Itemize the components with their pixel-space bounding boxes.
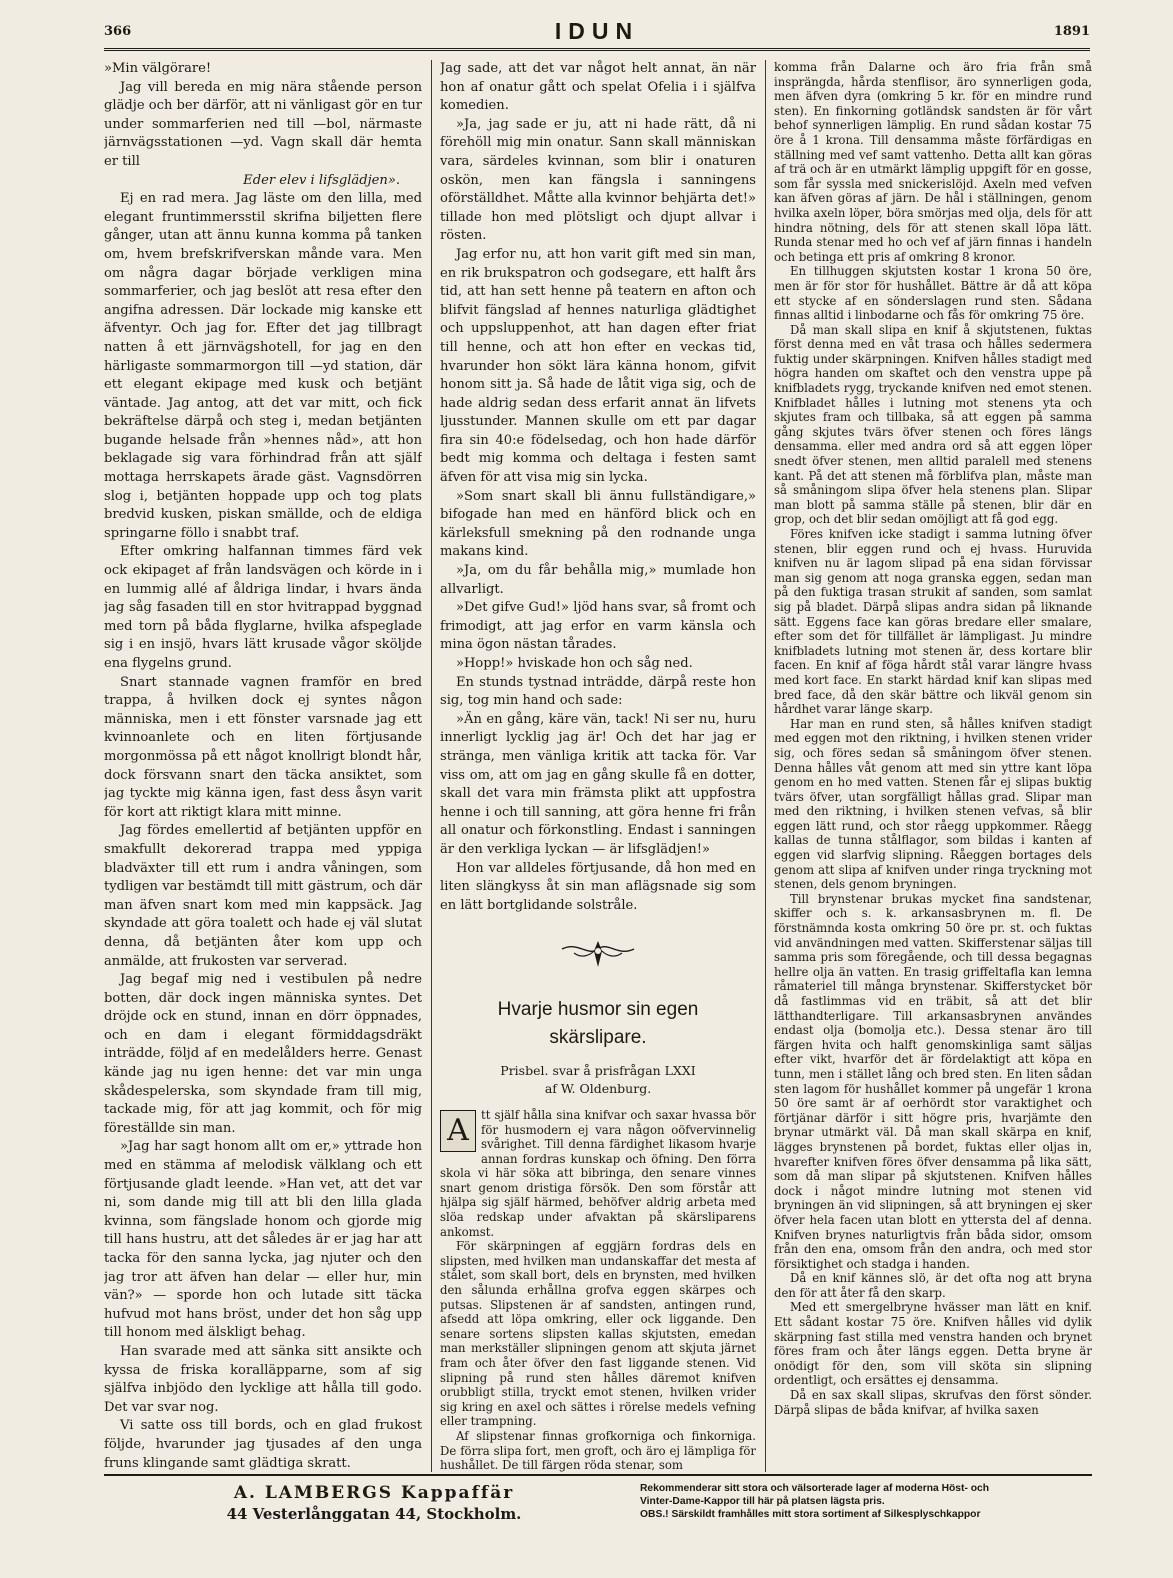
story-paragraph: Vi satte oss till bords, och en glad frukost följde, hvarunder jag tjusades af den unga fruns klingande samt glädtiga skratt.	[104, 1418, 422, 1471]
story-paragraph: En stunds tystnad inträdde, därpå reste hon sig, tog min hand och sade:	[440, 674, 756, 709]
article-paragraph: Har man en rund sten, så hålles knifven stadigt med eggen mot den riktning, i hvilken stenen vrider sig, och föres sedan så småningom öfver stenen. Denna hålles våt genom att med sin yttre kant löpa genom en ho med vatten. Stenen får ej slipas buktig tvärs öfver, utan sorgfälligt hållas grad. Slipar man med den riktning, i hvilken stenen vefvas, så blir eggen lätt rund, och stor råegg uppkommer. Råegg kallas de tunna stålflagor, som bildas i kanten af eggen vid slarfvig slipning. Råeggen bortages dels genom att slipa af knifven under ringa tryckning mot stenen, dels genom bryningen.	[774, 716, 1092, 892]
article-title-line: skärslipare.	[549, 1026, 647, 1048]
article-paragraph: En tillhuggen skjutsten kostar 1 krona 50 öre, men är för stor för hushållet. Bättre är då att köpa ett stycke af en sönderslagen rund sten. Sådana finnas alltid i linbodarne och fås för omkring 75 öre.	[774, 264, 1092, 323]
article-paragraph: Föres knifven icke stadigt i samma lutning öfver stenen, blir eggen rund och ej hvass. Huruvida knifven nu är lagom slipad på ena sidan förvissar man sig genom att noga granska eggen, sedan man på den fuktiga trasan strukit af sanden, som samlat sig på bladet. Därpå slipas andra sidan på liknande sätt. Eggens face kan göras bredare eller smalare, efter som det för tillfället är lämpligast. Ju mindre knifbladets lutning mot stenen är, dess kortare blir facen. En knif af föga hårdt stål varar längre hvass med kort face. En starkt härdad knif kan slipas med bred face, då den skär bättre och likväl genom sin hårdhet varar länge skarp.	[774, 527, 1092, 717]
masthead-title: IDUN	[554, 18, 640, 44]
article-paragraph: komma från Dalarne och äro fria från små insprängda, hårda stenflisor, äro synnerligen goda, men äfven dyra (omkring 5 kr. för en mindre rund sten). En finkorning gotländsk sandsten är för vårt behof synnerligen lämplig. En rund sådan kostar 75 öre å 1 krona. Till densamma måste förfärdigas en ställning med vef samt vattenho. Detta allt kan göras af trä och är en utmärkt lämplig uppgift för en gosse, som får syssla med snickerislöjd. Axeln med vefven kan äfven göras af järn. De hål i ställningen, genom hvilka axeln löper, böra smörjas med olja, dels för att hindra nötning, dels för att stenen skall löpa lätt. Runda stenar med ho och vef af järn finnas i handeln och betinga ett pris af omkring 8 kronor.	[774, 60, 1092, 264]
story-paragraph: »Än en gång, käre vän, tack! Ni ser nu, huru innerligt lycklig jag är! Och det har jag er stränga, men vänliga kritik att tacka för. Var viss om, att om jag en gång skulle få en dotter, skall det vara min främsta plikt att uppfostra henne i och till sanning, att göra henne fri från all onatur och förkonstling. Endast i sanningen är den verkliga lyckan — är lifsglädjen!»	[440, 711, 756, 857]
article-paragraph: Då man skall slipa en knif å skjutstenen, fuktas först denna med en våt trasa och hålles sedermera fuktig under skärpningen. Knifven hålles stadigt med högra handen om skaftet och den venstra uppe på knifbladets rygg, tryckande knifven ned emot stenen. Knifbladet hålles i lutning mot stenens yta och skjutes fram och tillbaka, så att eggen på samma gång skjutes tvärs öfver stenen och föres längs densamma. eller med andra ord så att eggen löper snedt öfver stenen, men alltid paralell med stenens kant. På det att stenen må förblifva plan, måste man så småningom slipa öfver hela stenens plan. Slipar man blott på samma ställe på stenen, blir där en grop, och det blir sedan omöjligt att få god egg.	[774, 322, 1092, 527]
page-number: 366	[104, 24, 132, 39]
column-rule	[431, 60, 432, 1472]
story-paragraph: Hon var alldeles förtjusande, då hon med en liten slängkyss åt sin man aflägsnade sig som en lätt bortglidande solstråle.	[440, 860, 756, 913]
story-paragraph: »Hopp!» hviskade hon och såg ned.	[456, 656, 693, 671]
article-paragraph: Med ett smergelbryne hvässer man lätt en knif. Ett sådant kostar 75 öre. Knifven hålles vid dylik skärpning fast stilla med venstra handen och brynet föres fram och åter längs eggen. Detta bryne är onödigt för den, som vill sköta sin slipning ordentligt, och ersättes ej densamma.	[774, 1300, 1092, 1388]
advert-address: 44 Vesterlånggatan 44, Stockholm.	[226, 1505, 522, 1523]
advert-text-line: OBS.! Särskildt framhålles mitt stora sortiment af Silkesplyschkappor	[640, 1509, 981, 1520]
story-paragraph: »Det gifve Gud!» ljöd hans svar, så fromt och frimodigt, att jag erfor en varm känsla och mina ögon nästan tårades.	[440, 600, 756, 653]
story-paragraph: Jag erfor nu, att hon varit gift med sin man, en rik brukspatron och godsegare, ett halft års tid, att han sett henne på teatern en afton och blifvit fängslad af hennes naturliga glädtighet och uppsluppenhot, att han dagen efter friat till henne, och att hon efter en veckas tid, hvarunder hon sökt lära känna honom, gifvit honom sitt ja. Så hade de låtit viga sig, och de hade aldrig sedan dess erfarit annat än lifvets ljusstunder. Mannen skulle om ett par dagar fira sin 40:e födelsedag, och hon hade därför bedt mig komma och deltaga i festen samt äfven för att visa mig sin lycka.	[440, 246, 756, 486]
story-paragraph: Jag vill bereda en mig nära stående person glädje och ber därför, att ni vänligast gör en tur under sommarferien ned till —bol, närmaste järnvägsstationen —yd. Vagn skall där hemta er till	[104, 79, 422, 169]
article-title-line: Hvarje husmor sin egen	[497, 998, 699, 1020]
story-paragraph: »Ja, om du får behålla mig,» mumlade hon allvarligt.	[440, 563, 756, 597]
column-2	[440, 60, 756, 1472]
article-byline: af W. Oldenburg.	[544, 1080, 652, 1096]
story-paragraph: Snart stannade vagnen framför en bred trappa, å hvilken dock ej syntes någon människa, men i ett fönster varsnade jag ett kvinnoanlete och en liten förtjusande morgonmössa på ett något knollrigt blondt hår, dock försvann snart den täcka ansiktet, som jag tyckte mig känna igen, fast dess åsyn varit för kort att riktigt klara mitt minne.	[104, 674, 422, 820]
story-paragraph: »Som snart skall bli ännu fullständigare,» bifogade han med en hänförd blick och en kärleksfull smekning på den rodnande unga makans kind.	[440, 488, 756, 560]
story-paragraph: »Min välgörare!	[104, 61, 212, 76]
article-paragraph: Till brynstenar brukas mycket fina sandstenar, skiffer och s. k. arkansasbrynen m. fl. De förstnämnda kosta omkring 50 öre pr. st. och fuktas vid användningen med vatten. Skifferstenar säljas till samma pris som föregående, och till dessa begagnas hellre olja än vatten. En trasig griffeltafla kan lemna råmateriel till många brynstenar. Skifferstycket bör då fastlimmas vid en träbit, så att det blir lätthandterligare. Till arkansasbrynen användes endast olja (bomolja etc.). Dessa stenar äro till färgen hvita och halft genomskinliga samt säljas efter vikt, hvarför det är fördelaktigt att köpa en tunn, men i stället lång och bred sten. En liten sådan sten lagom för hushållet kommer på ungefär 1 krona 50 öre samt är af oerhördt stor varaktighet och förtjänar därför i sitt högre pris, hvarjämte den brynar utmärkt väl. Då man skall skärpa en knif, lägges brynstenen på bordet, fuktas eller oljas in, hvarefter knifven föres öfver densamma på lika sätt, som då man slipar på skjutstenen. Knifven hålles dock i något mindre lutning mot stenen vid bryningen än vid slipningen, så att bryningen ej sker öfver hela facen utan blott en yttersta del af denna. Knifven brynes naturligtvis från båda sidor, omsom från den ena, omsom från den andra, och med stor försiktighet och stadga i handen.	[774, 891, 1092, 1271]
advert-text-line: Rekommenderar sitt stora och välsorterade lager af moderna Höst- och	[640, 1483, 990, 1494]
article-title	[440, 996, 756, 1052]
column-1-story	[104, 60, 422, 1472]
flourish-ornament-icon	[440, 937, 756, 978]
page-header	[104, 18, 1090, 51]
advertisement	[104, 1474, 1092, 1528]
article-paragraph	[440, 1108, 756, 1239]
story-paragraph: Jag fördes emellertid af betjänten uppför en smakfullt dekorerad trappa med yppiga bladväxter till ett rum i andra våningen, som tydligen var bestämdt till mitt gästrum, och där man äfven snart kom med min kappsäck. Jag skyndade att göra toalett och hade ej väl slutat denna, då betjänten åter kom upp och anmälde, att frukosten var serverad.	[104, 823, 422, 969]
letter-signature: Eder elev i lifsglädjen».	[243, 172, 400, 188]
article-paragraph: Då en sax skall slipas, skrufvas den först sönder. Därpå slipas de båda knifvar, af hvilka saxen	[774, 1388, 1092, 1417]
story-paragraph: »Ja, jag sade er ju, att ni hade rätt, då ni förehöll mig min onatur. Sann skall människan vara, särdeles kvinnan, som blir i onaturen oskön, men kan fängsla i sanningens oförställdhet. Måtte alla kvinnor behjärta det!» tillade hon med plötsligt och djupt allvar i rösten.	[440, 116, 756, 244]
article-paragraph: Då en knif kännes slö, är det ofta nog att bryna den för att åter få den skarp.	[774, 1271, 1092, 1300]
column-rule	[765, 60, 766, 1472]
story-paragraph: Jag sade, att det var något helt annat, än när hon af onatur gått och spelat Ofelia i i själfva komedien.	[440, 61, 756, 114]
story-paragraph: Han svarade med att sänka sitt ansikte och kyssa de friska koralläpparne, som af sig själfva inbjödo den lycklige att hålla till godo. Det var svar nog.	[104, 1343, 422, 1415]
story-paragraph: Jag begaf mig ned i vestibulen på nedre botten, där dock ingen människa syntes. Det dröjde ock en stund, innan en dörr öppnades, och en dam i elegant förmiddagsdräkt inträdde, följd af en medelålders herre. Genast kände jag nu igen henne: det var min unga skådespelerska, som skyndade fram till mig, tackade mig, för att jag kommit, och för mig föreställde sin man.	[104, 972, 422, 1136]
decorated-initial-icon: A	[440, 1110, 476, 1152]
story-paragraph: »Jag har sagt honom allt om er,» yttrade hon med en stämma af melodisk välklang och ett förtjusande gladt leende. »Han vet, att det var ni, som dande mig till att bli den lilla glada kvinna, som fängslade honom och gjorde mig till hans hustru, att det således är er jag har att tacka för den sanna lycka, jag njuter och den jag tror att äfven han delar — eller hur, min vän?» — sporde hon och lutade sitt täcka hufvud mot hans bröst, under det hon såg upp till honom med älskligt behag.	[104, 1139, 422, 1341]
advert-text-line: Vinter-Dame-Kappor till här på platsen lägsta pris.	[640, 1496, 885, 1507]
story-paragraph: Ej en rad mera. Jag läste om den lilla, med elegant fruntimmersstil skrifna biljetten flere gånger, utan att ännu kunna komma på tanken om, hvem brefskrifverskan månde vara. Men om några dagar började verkligen mina sommarferier, och jag beslöt att resa efter den angifna adressen. Där lockade mig kanske ett äfventyr. Och jag for. Efter det jag tillbragt natten å ett järnvägshotell, for jag en den härligaste sommarmorgon till —yd station, där ett elegant ekipage med kusk och betjänt väntade. Jag antog, att det var mitt, och fick bekräftelse därpå och steg i, medan betjänten bugande helsade från »hennes nåd», att hon beklagade sig vara förhindrad från att själf mottaga herrskapets ärade gäst. Vagnsdörren slog i, betjänten hoppade upp och tog plats bredvid kusken, piskan smällde, och de eldiga springarne föllo i snabbt traf.	[104, 191, 422, 541]
article-subtitle: Prisbel. svar å prisfrågan LXXI	[500, 1062, 696, 1078]
story-paragraph: Efter omkring halfannan timmes färd vek ock ekipaget af från landsvägen och körde in i en lummig allé af åldriga lindar, i hvars ända jag såg fasaden till en stor hvitrappad byggnad med torn på båda flyglarne, hvilka afspeglade sig i en insjö, hvars lätt krusade vågor sköljde ena flygelns grund.	[104, 544, 422, 671]
article-paragraph: För skärpningen af eggjärn fordras dels en slipsten, med hvilken man undanskaffar det mesta af stålet, som skall bort, dels en brynsten, med hvilken den sålunda erhållna grofva eggen skärpes och putsas. Slipstenen är af sandsten, antingen rund, afsedd att löpa omkring, eller ock liggande. Den senare sortens slipsten kallas skjutsten, emedan man merkställer slipningen genom att skjuta järnet fram och åter öfver den fast liggande stenen. Vid slipning på rund sten hålles däremot knifven orubbligt stilla, tryckt emot stenen, hvilken vrider sig kring en axel och sättes i rörelse medels vefning eller trampning.	[440, 1239, 756, 1429]
advert-firm-name: A. LAMBERGS Kappaffär	[233, 1483, 515, 1503]
page-year: 1891	[1053, 24, 1090, 39]
article-paragraph-text: tt själf hålla sina knifvar och saxar hvassa bör för husmodern ej vara någon oöfvervinnelig svårighet. Till denna färdighet likasom hvarje annan fordras kunskap och öfning. Den förra skola vi här söka att bibringa, den senare vinnes snart genom dristiga försök. Den som förstår att hjälpa sig själf härmed, behöfver aldrig arbeta med slöa redskap under afvaktan på skärsliparens ankomst.	[440, 1107, 756, 1239]
column-3-article	[774, 60, 1092, 1472]
article-paragraph: Af slipstenar finnas grofkorniga och finkorniga. De förra slipa fort, men groft, och äro ej lämpliga för hushållet. De till färgen röda stenar, som	[440, 1428, 756, 1472]
